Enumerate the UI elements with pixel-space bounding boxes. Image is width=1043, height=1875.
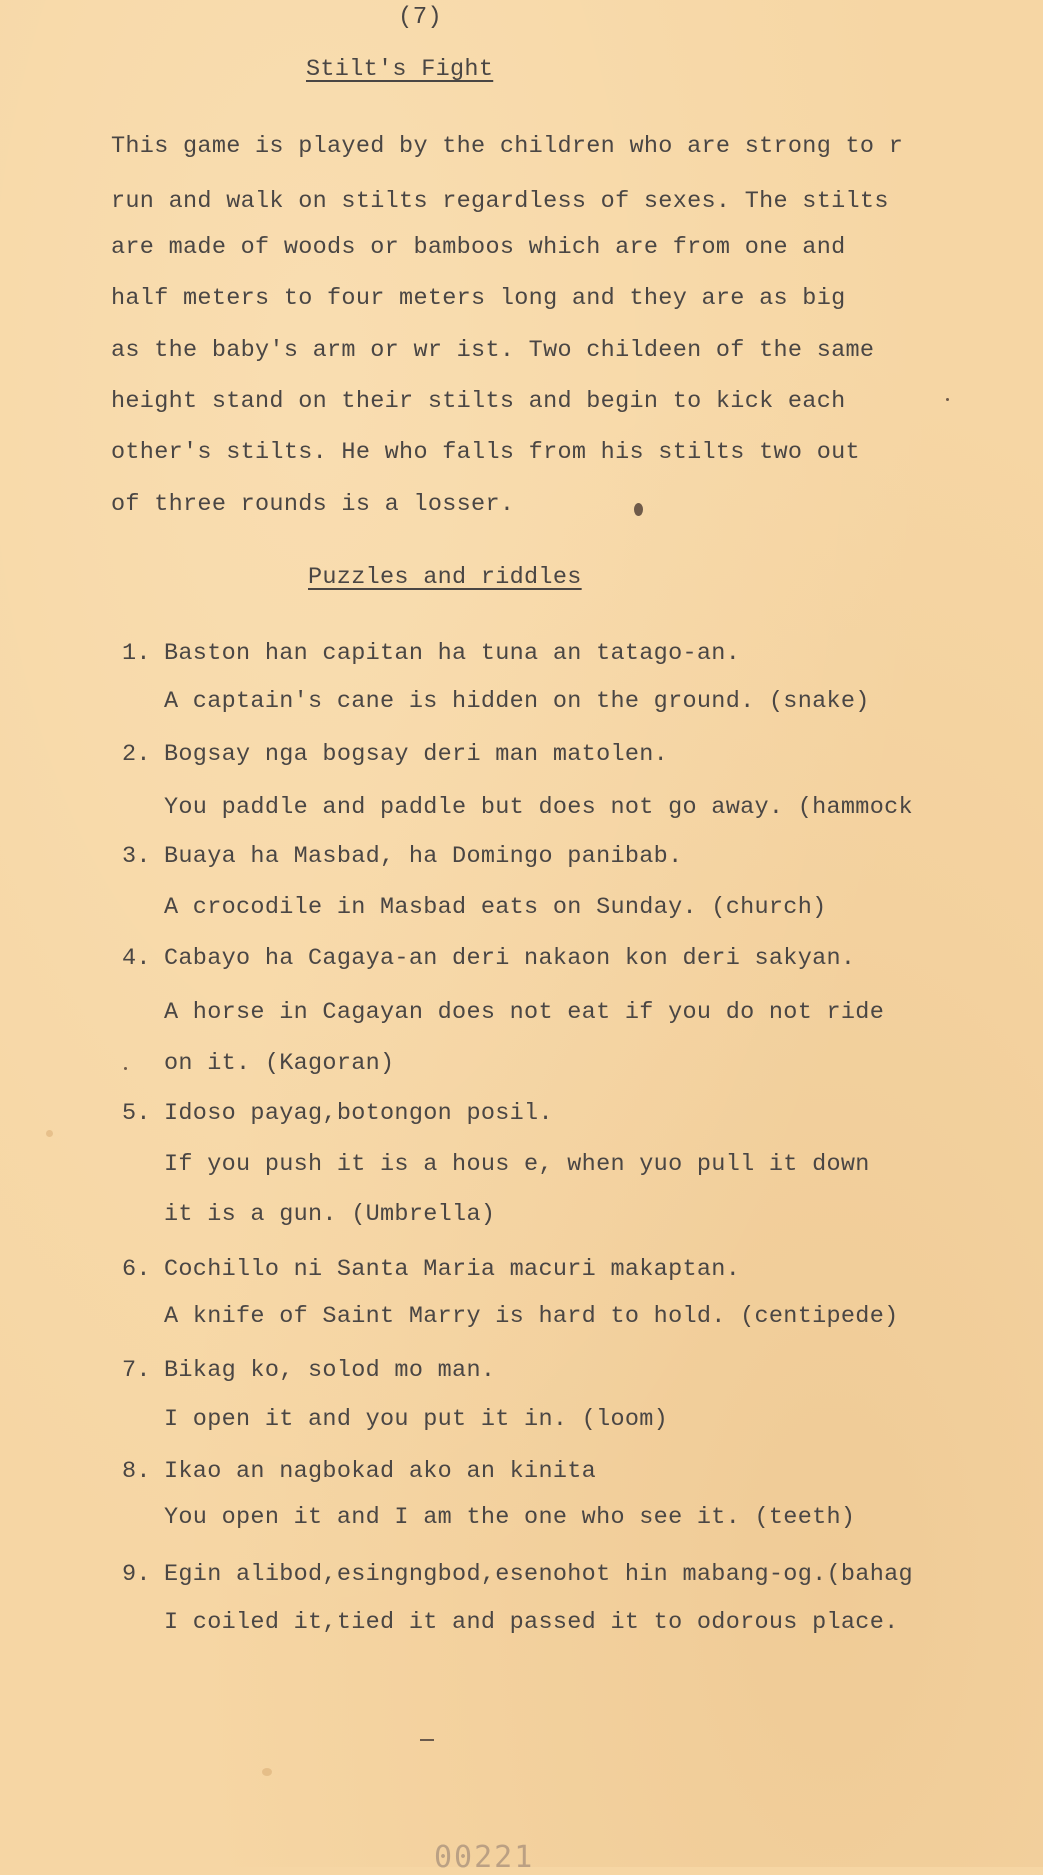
riddle-translation: I coiled it,tied it and passed it to odorous place. (164, 1609, 899, 1636)
section-title-stilts-fight: Stilt's Fight (306, 56, 494, 83)
riddle-text: Ikao an nagbokad ako an kinita (164, 1458, 597, 1485)
riddle-number: 2. (122, 741, 151, 768)
riddle-translation-continued: on it. (Kagoran) (164, 1050, 395, 1077)
riddle-translation: A crocodile in Masbad eats on Sunday. (church) (164, 894, 827, 921)
riddle-number: 6. (122, 1256, 151, 1283)
paper-stain (46, 1130, 53, 1137)
paragraph-line: as the baby's arm or wr ist. Two childeen of the same (111, 337, 875, 364)
archive-stamp-number: 00221 (434, 1840, 535, 1875)
paragraph-line: half meters to four meters long and they are as big (111, 285, 846, 312)
ink-speck (124, 1067, 127, 1070)
riddle-number: 3. (122, 843, 151, 870)
riddle-translation: You paddle and paddle but does not go away. (hammock (164, 794, 913, 821)
ink-speck (946, 398, 949, 401)
riddle-text: Buaya ha Masbad, ha Domingo panibab. (164, 843, 683, 870)
riddle-text: Egin alibod,esingngbod,esenohot hin mabang-og.(bahag (164, 1561, 913, 1588)
riddle-translation: You open it and I am the one who see it. (teeth) (164, 1504, 856, 1531)
riddle-number: 9. (122, 1561, 151, 1588)
riddle-translation: A knife of Saint Marry is hard to hold. (centipede) (164, 1303, 899, 1330)
paragraph-line: This game is played by the children who are strong to r (111, 133, 904, 160)
riddle-text: Cochillo ni Santa Maria macuri makaptan. (164, 1256, 741, 1283)
riddle-text: Idoso payag,botongon posil. (164, 1100, 553, 1127)
page-dash-mark (420, 1739, 434, 1741)
riddle-text: Cabayo ha Cagaya-an deri nakaon kon deri sakyan. (164, 945, 856, 972)
paper-stain (262, 1768, 272, 1776)
paragraph-line: are made of woods or bamboos which are from one and (111, 234, 846, 261)
riddle-number: 1. (122, 640, 151, 667)
riddle-translation-continued: it is a gun. (Umbrella) (164, 1201, 496, 1228)
riddle-number: 8. (122, 1458, 151, 1485)
ink-blot (634, 503, 643, 516)
riddle-translation: A captain's cane is hidden on the ground. (snake) (164, 688, 870, 715)
riddle-translation: If you push it is a hous e, when yuo pull it down (164, 1151, 870, 1178)
paragraph-line: height stand on their stilts and begin to kick each (111, 388, 846, 415)
riddle-text: Bikag ko, solod mo man. (164, 1357, 496, 1384)
riddle-number: 7. (122, 1357, 151, 1384)
riddle-number: 5. (122, 1100, 151, 1127)
paragraph-line: of three rounds is a losser. (111, 491, 515, 518)
riddle-text: Baston han capitan ha tuna an tatago-an. (164, 640, 741, 667)
section-title-puzzles-and-riddles: Puzzles and riddles (308, 564, 582, 591)
paragraph-line: run and walk on stilts regardless of sexes. The stilts (111, 188, 889, 215)
riddle-text: Bogsay nga bogsay deri man matolen. (164, 741, 669, 768)
paragraph-line: other's stilts. He who falls from his stilts two out (111, 439, 860, 466)
riddle-number: 4. (122, 945, 151, 972)
page-number: (7) (398, 4, 443, 31)
riddle-translation: A horse in Cagayan does not eat if you do not ride (164, 999, 885, 1026)
riddle-translation: I open it and you put it in. (loom) (164, 1406, 669, 1433)
